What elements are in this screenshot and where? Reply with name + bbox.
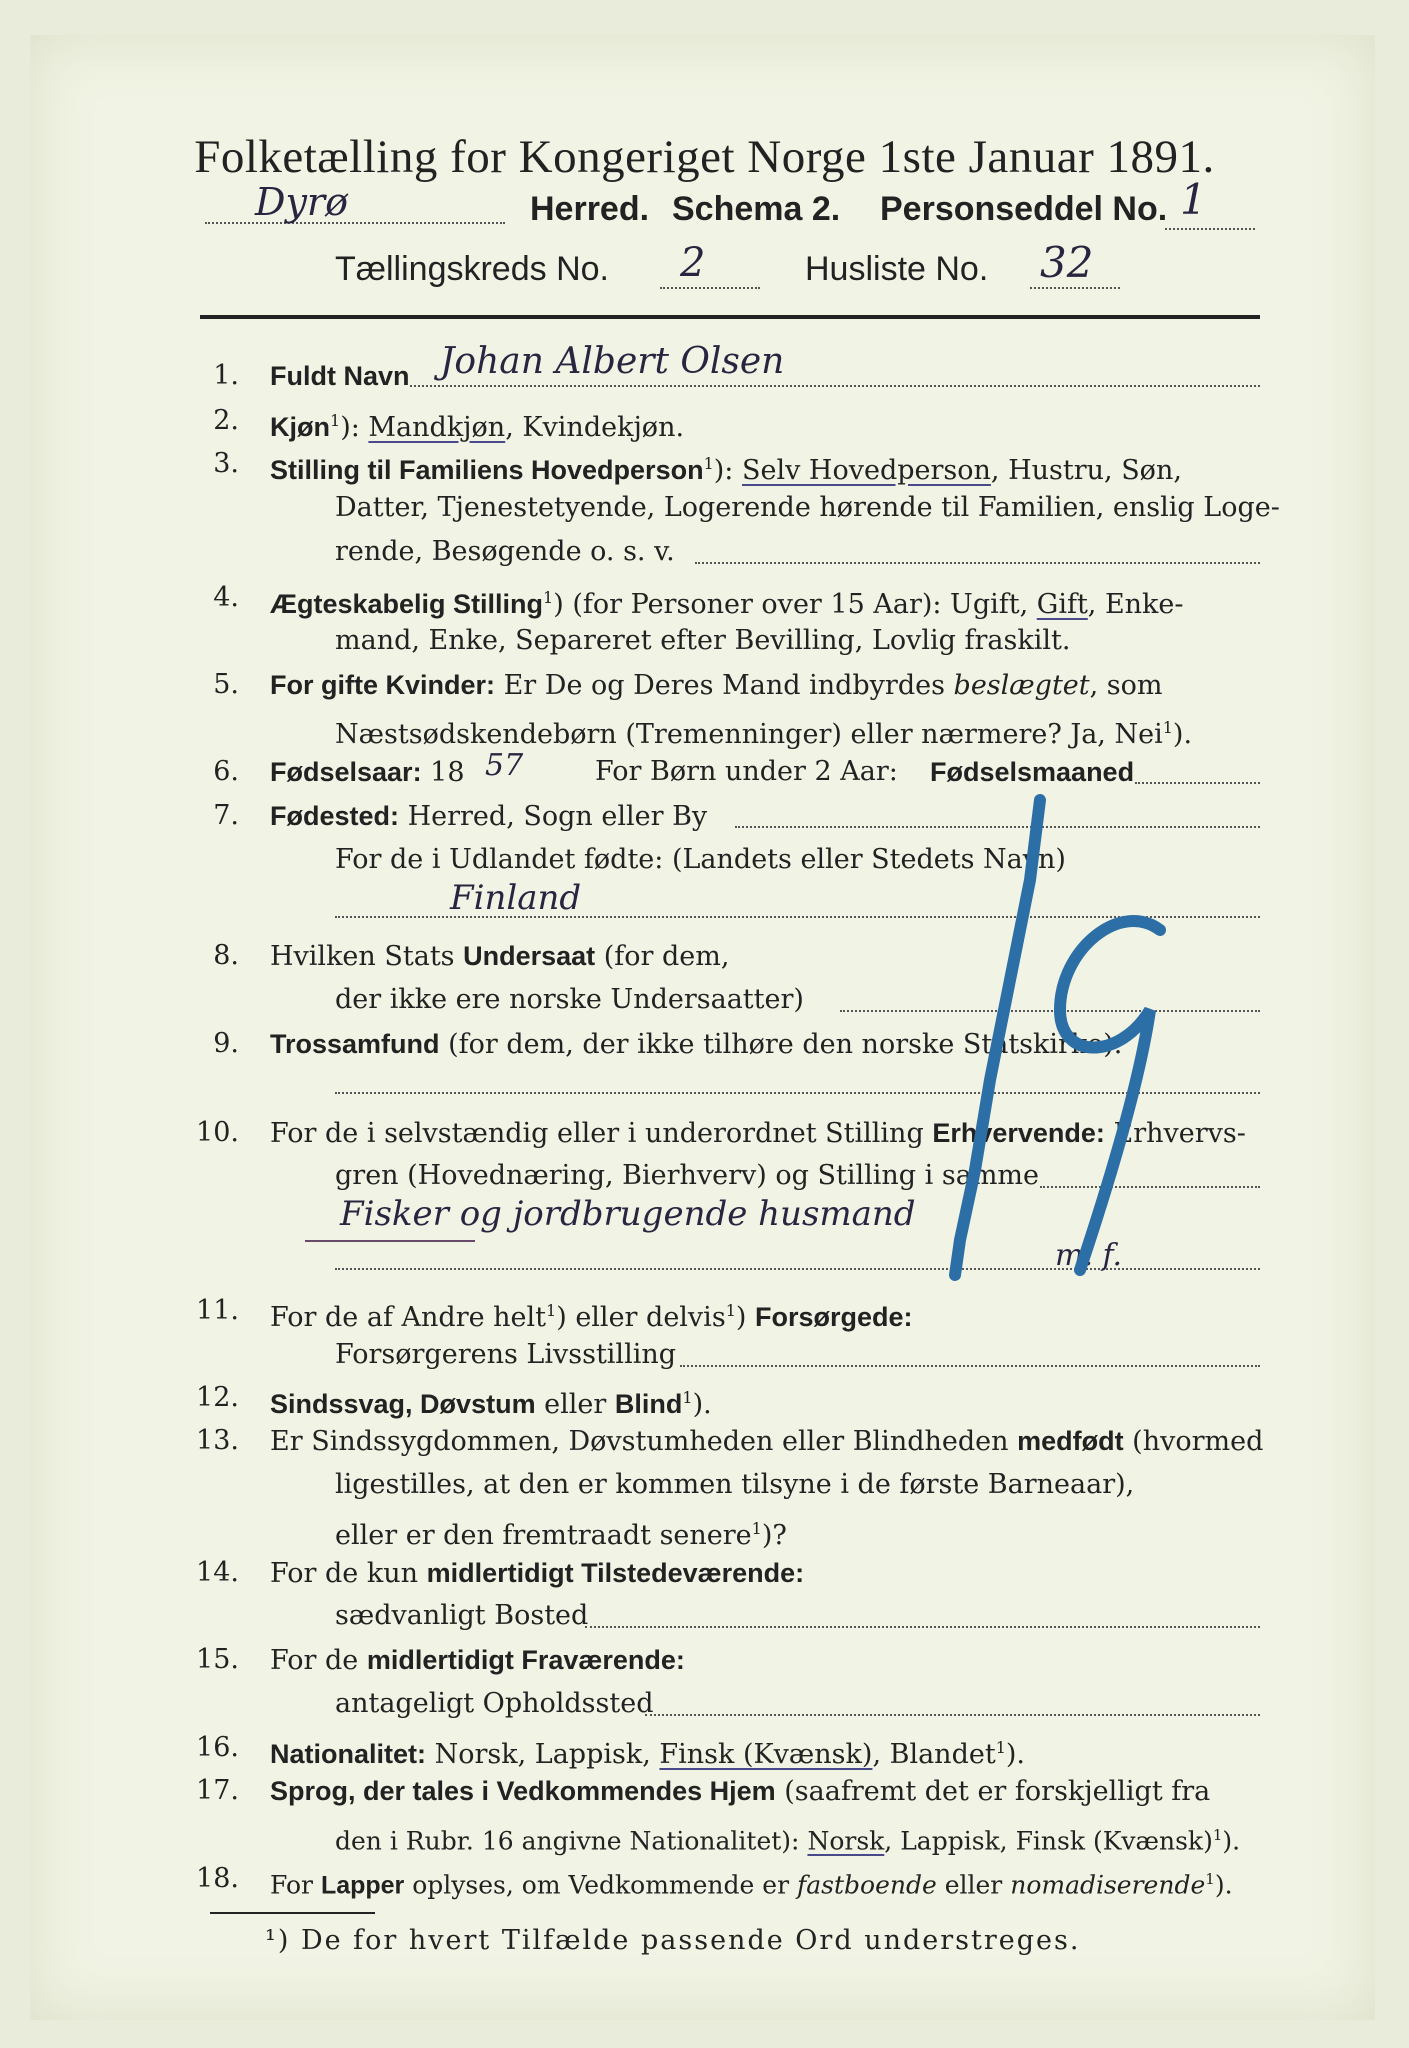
- item-text: den i Rubr. 16 angivne Nationalitet):: [335, 1826, 808, 1856]
- item-number: 2.: [213, 405, 239, 436]
- kreds-value: 2: [680, 240, 706, 286]
- birth-year-value: 57: [485, 748, 524, 783]
- item-text: ):: [713, 455, 742, 486]
- item-text: , Enke-: [1087, 589, 1184, 620]
- item-number: 12.: [196, 1382, 239, 1413]
- digit-1-stroke: [955, 800, 1040, 1275]
- underlined-option: Finsk (Kvænsk): [659, 1739, 873, 1770]
- item-text: , Hustru, Søn,: [990, 455, 1182, 486]
- item-text: For de i Udlandet fødte: (Landets eller Stedets Navn): [335, 844, 1066, 875]
- item-label: Fuldt Navn: [270, 361, 410, 391]
- item-number: 9.: [213, 1028, 239, 1059]
- item-label: Forsørgede:: [755, 1302, 913, 1332]
- item-number: 10.: [196, 1117, 239, 1148]
- footnote: ¹) De for hvert Tilfælde passende Ord understreges.: [265, 1925, 1081, 1956]
- item-number: 4.: [213, 582, 239, 613]
- item-text: oplyses, om Vedkommende er: [404, 1870, 797, 1900]
- item-text: For de: [270, 1645, 367, 1676]
- footnote-mark: 1: [725, 1301, 736, 1320]
- footnote-mark: 1: [546, 1301, 557, 1320]
- item-label: Erhvervende:: [932, 1118, 1105, 1148]
- item-text: , som: [1089, 670, 1163, 701]
- item-text: For de i selvstændig eller i underordnet Stilling: [270, 1118, 933, 1149]
- item-label: Kjøn: [270, 412, 330, 442]
- item-text: , Lappisk, Finsk (Kvænsk): [884, 1826, 1213, 1856]
- underlined-option: Norsk: [807, 1826, 885, 1856]
- item-text: Erhvervs-: [1104, 1118, 1246, 1149]
- item-text: , Blandet: [872, 1739, 996, 1770]
- item-text: For: [270, 1870, 321, 1900]
- item-text: (saafremt det er forskjelligt fra: [775, 1776, 1211, 1807]
- item-label: midlertidigt Tilstedeværende:: [426, 1558, 805, 1588]
- item-text: , Kvindekjøn.: [505, 412, 685, 443]
- item-label: Lapper: [320, 1871, 405, 1900]
- item-text: ) (for Personer over 15 Aar): Ugift,: [553, 589, 1037, 620]
- footnote-mark: 1: [682, 1388, 693, 1407]
- husliste-value: 32: [1040, 238, 1094, 287]
- item-label: midlertidigt Fraværende:: [366, 1645, 685, 1675]
- item-number: 17.: [196, 1775, 239, 1806]
- footnote-mark: 1: [1162, 718, 1173, 737]
- footnote-mark: 1: [543, 588, 554, 607]
- schema-label: Schema 2.: [672, 190, 841, 228]
- item-number: 11.: [196, 1295, 239, 1326]
- item-number: 16.: [196, 1732, 239, 1763]
- item-number: 15.: [196, 1644, 239, 1675]
- item-text: Hvilken Stats: [270, 941, 464, 972]
- item-italic-text: fastboende: [796, 1870, 937, 1900]
- item-number: 1.: [213, 360, 239, 391]
- item-label: For gifte Kvinder:: [270, 670, 496, 700]
- item-label: Fødselsaar:: [270, 757, 422, 787]
- item-text: antageligt Opholdssted: [335, 1688, 654, 1719]
- underlined-option: Mandkjøn: [368, 412, 506, 443]
- occupation-value-2: m. f.: [1055, 1238, 1123, 1273]
- item-text: rende, Besøgende o. s. v.: [335, 536, 675, 567]
- item-number: 6.: [213, 756, 239, 787]
- item-text: Er De og Deres Mand indbyrdes: [495, 670, 954, 701]
- form-title: Folketælling for Kongeriget Norge 1ste Januar 1891.: [194, 131, 1215, 183]
- item-label: Sprog, der tales i Vedkommendes Hjem: [270, 1776, 776, 1806]
- item-text: For Børn under 2 Aar:: [595, 756, 898, 787]
- full-name-value: Johan Albert Olsen: [440, 341, 785, 382]
- item-text: ).: [692, 1389, 712, 1420]
- item-text: ):: [340, 412, 369, 443]
- herred-label: Herred.: [530, 190, 650, 228]
- footnote-mark: 1: [703, 454, 714, 473]
- item-text: (hvormed: [1123, 1426, 1264, 1457]
- item-number: 18.: [196, 1863, 239, 1894]
- item-label: Trossamfund: [270, 1029, 440, 1059]
- footnote-mark: 1: [995, 1738, 1006, 1757]
- item-text: (for dem,: [595, 941, 730, 972]
- personseddel-label: Personseddel No.: [880, 190, 1168, 228]
- item-italic-text: beslægtet: [953, 670, 1090, 701]
- item-label: Undersaat: [463, 941, 596, 971]
- item-text: der ikke ere norske Undersaatter): [335, 984, 804, 1015]
- footnote-mark: 1: [751, 1519, 762, 1538]
- item-text: mand, Enke, Separeret efter Bevilling, Lovlig fraskilt.: [335, 625, 1071, 656]
- item-text: 18: [421, 757, 465, 788]
- item-label: Blind: [614, 1389, 683, 1419]
- item-text: ) eller delvis: [556, 1302, 726, 1333]
- item-number: 5.: [213, 669, 239, 700]
- birthplace-value: Finland: [450, 878, 582, 918]
- occupation-value: Fisker og jordbrugende husmand: [340, 1194, 916, 1234]
- item-number: 7.: [213, 800, 239, 831]
- personseddel-value: 1: [1180, 175, 1207, 224]
- item-text: eller: [535, 1389, 615, 1420]
- footnote-mark: 1: [1212, 1826, 1223, 1844]
- item-text: ligestilles, at den er kommen tilsyne i de første Barneaar),: [335, 1469, 1135, 1500]
- item-label: Ægteskabelig Stilling: [270, 589, 544, 619]
- item-text: eller: [936, 1870, 1011, 1900]
- item-italic-text: nomadiserende: [1010, 1870, 1206, 1900]
- item-text: gren (Hovednæring, Bierhverv) og Stilling i samme: [335, 1160, 1040, 1191]
- item-number: 14.: [196, 1557, 239, 1588]
- item-text: Herred, Sogn eller By: [399, 801, 708, 832]
- item-label: Nationalitet:: [270, 1739, 427, 1769]
- item-text: Datter, Tjenestetyende, Logerende hørende til Familien, enslig Loge-: [335, 492, 1280, 523]
- item-number: 13.: [196, 1425, 239, 1456]
- kreds-label: Tællingskreds No.: [335, 250, 609, 288]
- item-label: medfødt: [1017, 1426, 1124, 1456]
- item-text: (for dem, der ikke tilhøre den norske Statskirke).: [439, 1029, 1123, 1060]
- item-number: 3.: [213, 448, 239, 479]
- item-text: sædvanligt Bosted: [335, 1600, 589, 1631]
- underlined-option: Gift: [1036, 589, 1088, 620]
- item-text: Forsørgerens Livsstilling: [335, 1339, 677, 1370]
- item-text: Næstsødskendebørn (Tremenninger) eller nærmere? Ja, Nei: [335, 719, 1163, 750]
- item-label: Sindssvag, Døvstum: [270, 1389, 536, 1419]
- herred-value: Dyrø: [255, 180, 348, 224]
- item-text: For de af Andre helt: [270, 1302, 547, 1333]
- item-text: eller er den fremtraadt senere: [335, 1520, 752, 1551]
- footnote-mark: 1: [1205, 1870, 1215, 1888]
- digit-9-stroke: [1060, 921, 1160, 1270]
- husliste-label: Husliste No.: [805, 250, 989, 288]
- underlined-option: Selv Hovedperson: [741, 455, 991, 486]
- item-text: Norsk, Lappisk,: [426, 1739, 660, 1770]
- footnote-mark: 1: [330, 411, 341, 430]
- item-text: Er Sindssygdommen, Døvstumheden eller Blindheden: [270, 1426, 1018, 1457]
- item-label: Fødselsmaaned: [930, 757, 1135, 787]
- item-text: For de kun: [270, 1558, 427, 1589]
- item-label: Stilling til Familiens Hovedperson: [270, 455, 704, 485]
- item-label: Fødested:: [270, 801, 400, 831]
- item-number: 8.: [213, 940, 239, 971]
